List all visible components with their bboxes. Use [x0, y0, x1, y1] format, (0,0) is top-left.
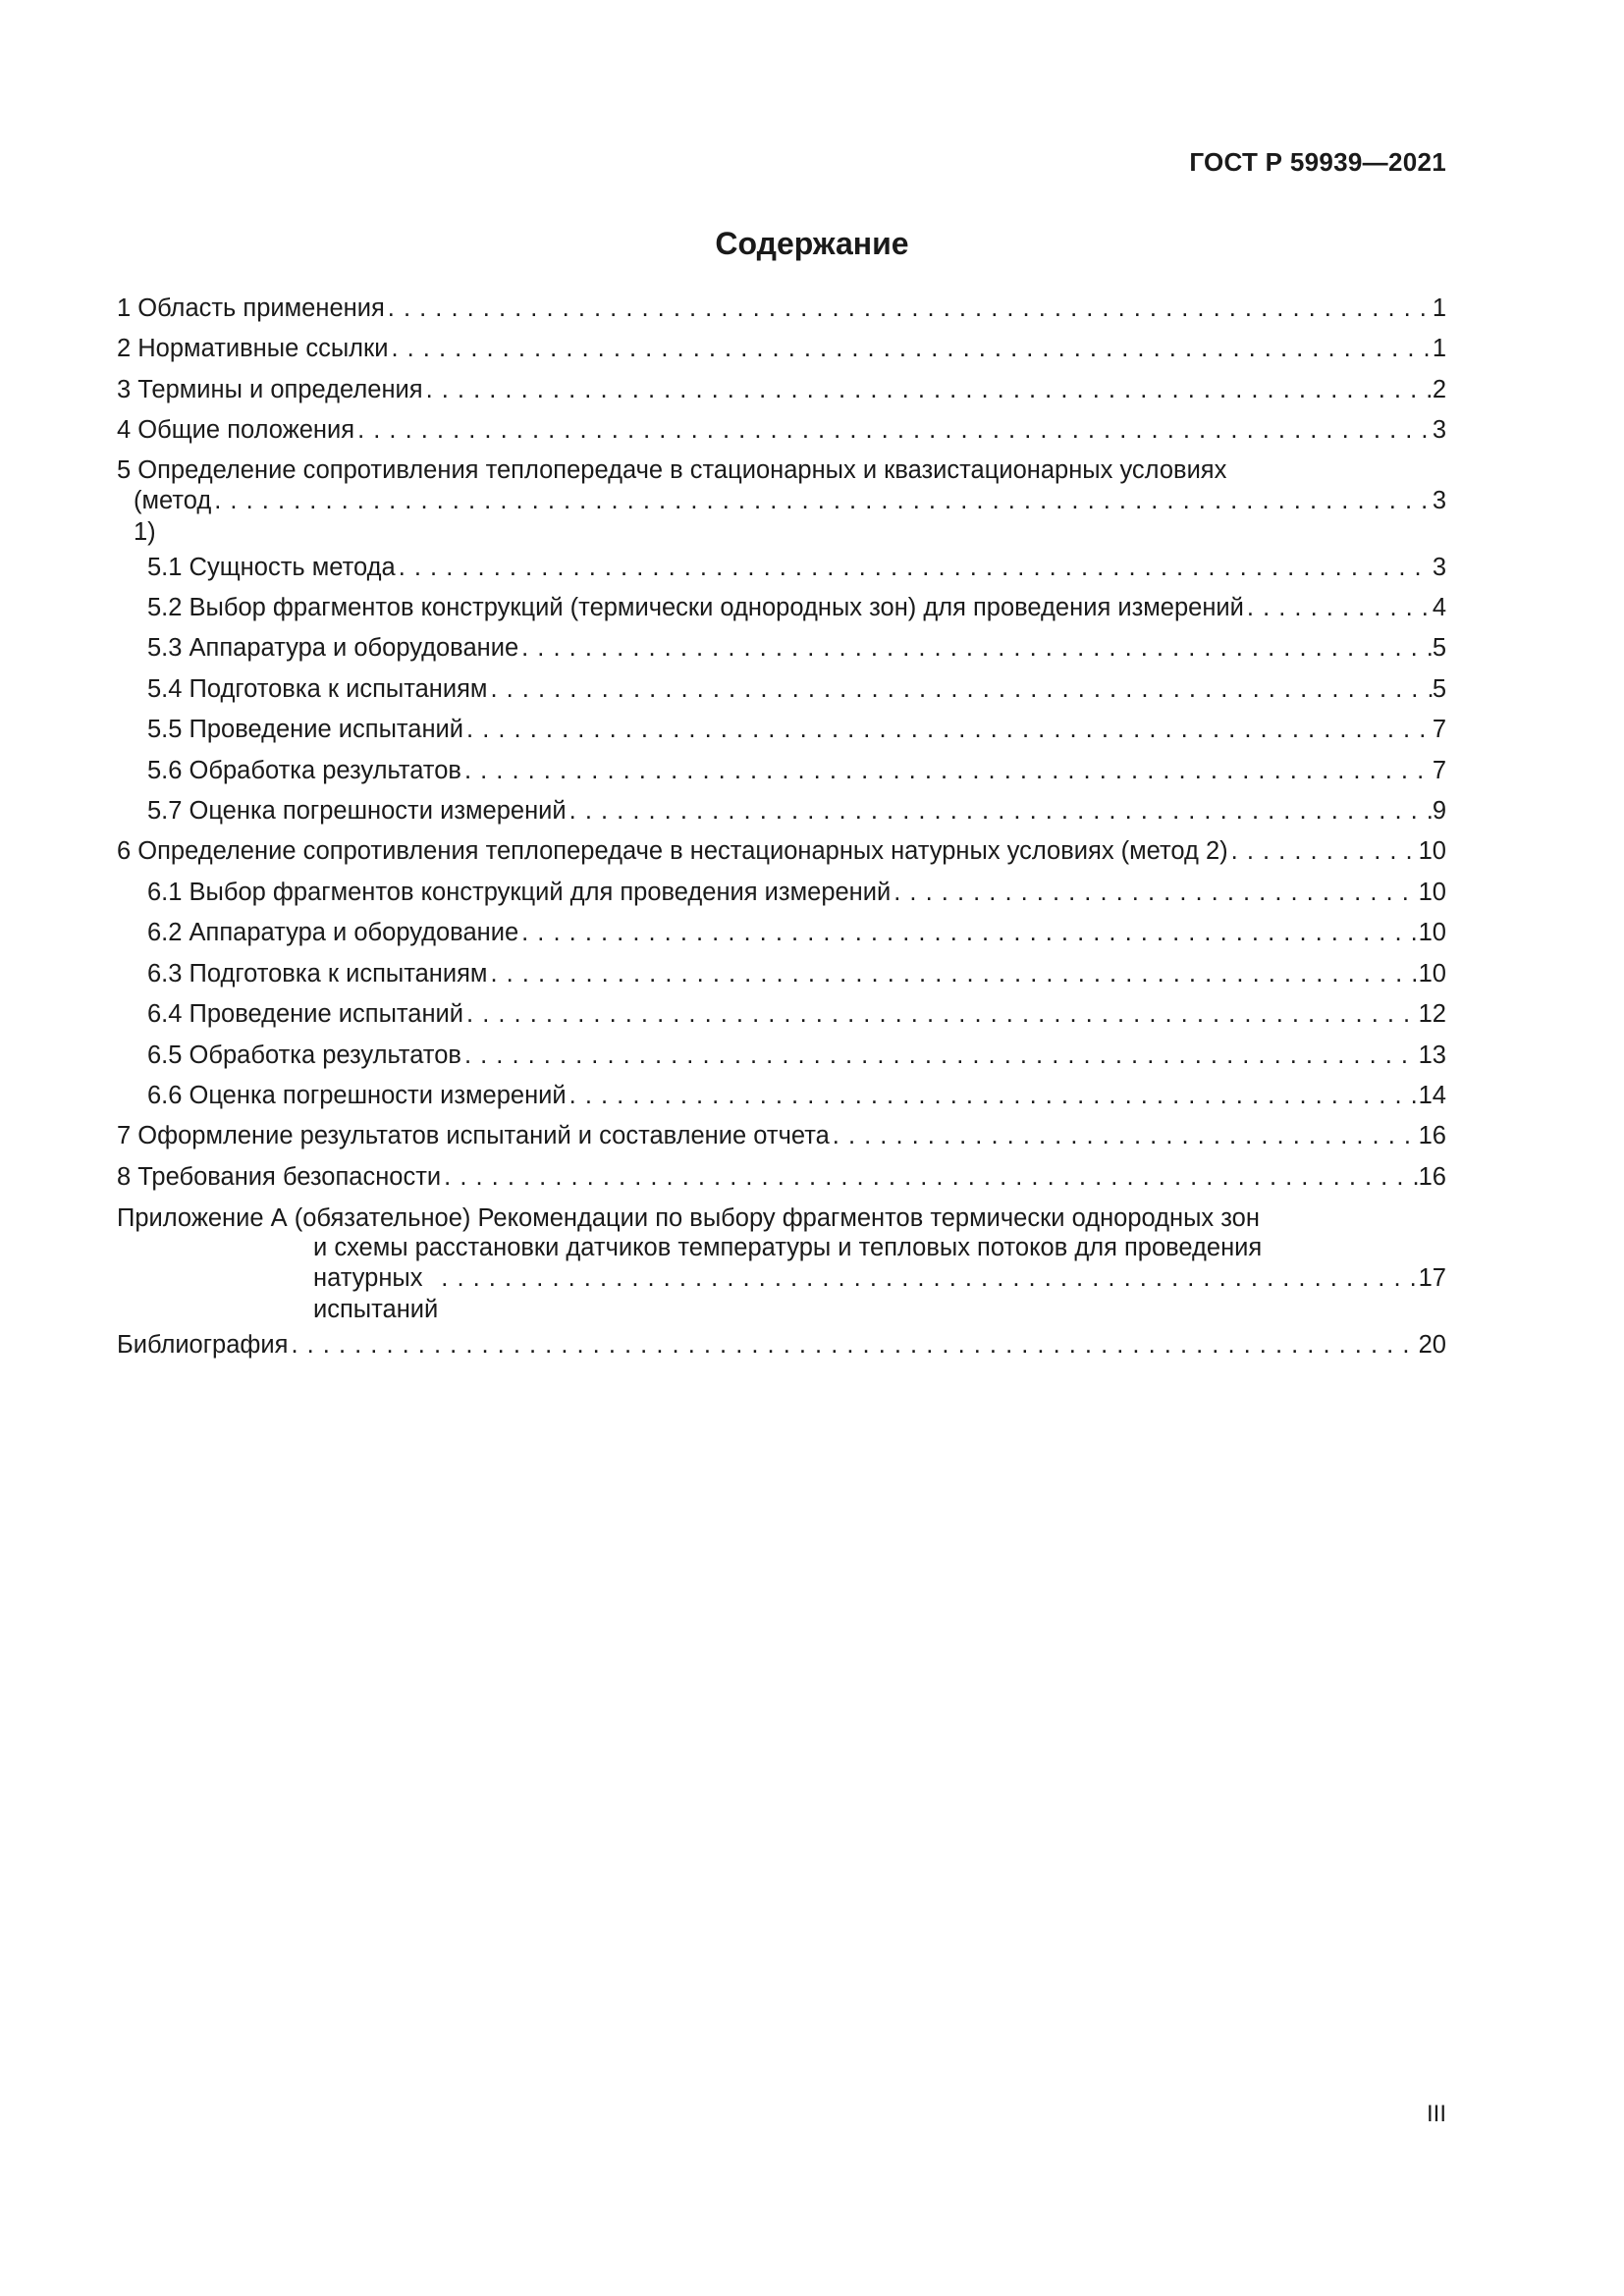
toc-entry-title: 5.7 Оценка погрешности измерений: [147, 797, 567, 826]
toc-entry-title-continuation: и схемы расстановки датчиков температуры и тепловых потоков для проведения: [313, 1234, 1263, 1262]
toc-entry-page: 10: [1418, 919, 1446, 947]
toc-entry-6-5[interactable]: [117, 1036, 1446, 1076]
toc-entry-5-7[interactable]: [117, 791, 1446, 831]
toc-entry-6-2[interactable]: [117, 913, 1446, 953]
toc-entry-title: 5.6 Обработка результатов: [147, 756, 461, 784]
table-of-contents: [117, 289, 1446, 1366]
toc-entry-page: 7: [1432, 756, 1446, 784]
toc-leader-dots: [463, 994, 1419, 1035]
toc-entry-title: 5.3 Аппаратура и оборудование: [147, 634, 519, 663]
toc-entry-5[interactable]: [117, 455, 1446, 548]
toc-leader-dots: [385, 289, 1433, 329]
toc-entry-title: 5.4 Подготовка к испытаниям: [147, 674, 488, 703]
page-number: III: [1426, 2101, 1446, 2127]
toc-entry-title: 6.6 Оценка погрешности измерений: [147, 1081, 567, 1109]
toc-leader-dots: [830, 1116, 1419, 1156]
toc-leader-dots: [461, 751, 1433, 791]
toc-leader-dots: [461, 1036, 1419, 1076]
toc-entry-title: 5.1 Сущность метода: [147, 553, 396, 581]
toc-leader-dots: [396, 548, 1433, 588]
toc-entry-page: 1: [1432, 335, 1446, 363]
toc-entry-5-1[interactable]: [117, 548, 1446, 588]
toc-entry-title: 1 Область применения: [117, 294, 385, 322]
toc-entry-3[interactable]: [117, 370, 1446, 410]
toc-entry-page: 9: [1432, 797, 1446, 826]
toc-leader-dots: [423, 370, 1433, 410]
toc-entry-appendix-a[interactable]: [117, 1203, 1446, 1325]
toc-entry-title: 6.1 Выбор фрагментов конструкций для проведения измерений: [147, 878, 892, 906]
toc-entry-page: 5: [1432, 634, 1446, 663]
toc-entry-title: Библиография: [117, 1331, 289, 1360]
toc-entry-6[interactable]: [117, 831, 1446, 872]
toc-entry-title: 6.4 Проведение испытаний: [147, 1000, 464, 1029]
toc-entry-page: 3: [1432, 416, 1446, 445]
toc-entry-title: 3 Термины и определения: [117, 375, 423, 403]
toc-entry-page: 20: [1418, 1331, 1446, 1360]
toc-entry-bibliography[interactable]: [117, 1325, 1446, 1365]
toc-entry-page: 10: [1418, 959, 1446, 988]
toc-entry-5-2[interactable]: [117, 588, 1446, 628]
toc-entry-page: 16: [1418, 1122, 1446, 1150]
toc-entry-title: Приложение А (обязательное) Рекомендации по выбору фрагментов термически однородных зон: [117, 1204, 1260, 1233]
toc-leader-dots: [211, 485, 1433, 516]
toc-leader-dots: [1228, 831, 1419, 872]
toc-leader-dots: [354, 410, 1433, 451]
toc-entry-title: 7 Оформление результатов испытаний и составление отчета: [117, 1122, 830, 1150]
toc-leader-dots: [441, 1157, 1418, 1198]
toc-entry-title: 5.2 Выбор фрагментов конструкций (термически однородных зон) для проведения измерений: [147, 594, 1244, 622]
page-title: Содержание: [715, 226, 909, 261]
toc-entry-2[interactable]: [117, 329, 1446, 369]
toc-leader-dots: [567, 791, 1433, 831]
toc-leader-dots: [487, 954, 1418, 994]
toc-entry-page: 5: [1432, 674, 1446, 703]
toc-entry-page: 10: [1418, 837, 1446, 866]
toc-entry-title: 2 Нормативные ссылки: [117, 335, 389, 363]
toc-leader-dots: [438, 1262, 1418, 1294]
toc-entry-6-4[interactable]: [117, 994, 1446, 1035]
toc-entry-page: 4: [1432, 594, 1446, 622]
toc-leader-dots: [487, 669, 1432, 710]
toc-entry-4[interactable]: [117, 410, 1446, 451]
toc-entry-title-continuation: (метод 1): [134, 486, 212, 546]
toc-leader-dots: [388, 329, 1432, 369]
toc-entry-title: 6.3 Подготовка к испытаниям: [147, 959, 488, 988]
toc-entry-5-6[interactable]: [117, 751, 1446, 791]
toc-entry-5-5[interactable]: [117, 710, 1446, 750]
toc-entry-title: 5 Определение сопротивления теплопередаче в стационарных и квазистационарных условиях: [117, 455, 1227, 484]
toc-leader-dots: [518, 628, 1433, 668]
toc-entry-1[interactable]: [117, 289, 1446, 329]
toc-entry-page: 7: [1432, 716, 1446, 744]
toc-entry-title: 8 Требования безопасности: [117, 1162, 442, 1191]
toc-entry-page: 10: [1418, 878, 1446, 906]
toc-entry-page: 1: [1432, 294, 1446, 322]
toc-entry-page: 13: [1418, 1041, 1446, 1069]
toc-leader-dots: [1244, 588, 1433, 628]
toc-entry-8[interactable]: [117, 1157, 1446, 1198]
toc-entry-page: 14: [1418, 1081, 1446, 1109]
toc-entry-page: 3: [1432, 553, 1446, 581]
toc-entry-title: 6.2 Аппаратура и оборудование: [147, 919, 519, 947]
document-id: ГОСТ Р 59939—2021: [1189, 147, 1446, 177]
toc-leader-dots: [891, 873, 1418, 913]
toc-entry-6-1[interactable]: [117, 873, 1446, 913]
toc-entry-page: 17: [1418, 1264, 1446, 1293]
toc-entry-page: 16: [1418, 1162, 1446, 1191]
toc-entry-title: 5.5 Проведение испытаний: [147, 716, 464, 744]
toc-leader-dots: [463, 710, 1433, 750]
toc-leader-dots: [288, 1325, 1418, 1365]
toc-entry-title: 6.5 Обработка результатов: [147, 1041, 461, 1069]
toc-entry-page: 12: [1418, 1000, 1446, 1029]
toc-entry-page: 2: [1432, 375, 1446, 403]
toc-entry-title: 6 Определение сопротивления теплопередаче в нестационарных натурных условиях (метод 2): [117, 837, 1228, 866]
toc-entry-7[interactable]: [117, 1116, 1446, 1156]
toc-entry-5-4[interactable]: [117, 669, 1446, 710]
toc-entry-5-3[interactable]: [117, 628, 1446, 668]
toc-entry-6-6[interactable]: [117, 1076, 1446, 1116]
toc-entry-6-3[interactable]: [117, 954, 1446, 994]
toc-entry-title-continuation: натурных испытаний: [313, 1264, 439, 1324]
toc-leader-dots: [518, 913, 1418, 953]
toc-leader-dots: [567, 1076, 1419, 1116]
toc-entry-title: 4 Общие положения: [117, 416, 355, 445]
toc-entry-page: 3: [1432, 486, 1446, 514]
